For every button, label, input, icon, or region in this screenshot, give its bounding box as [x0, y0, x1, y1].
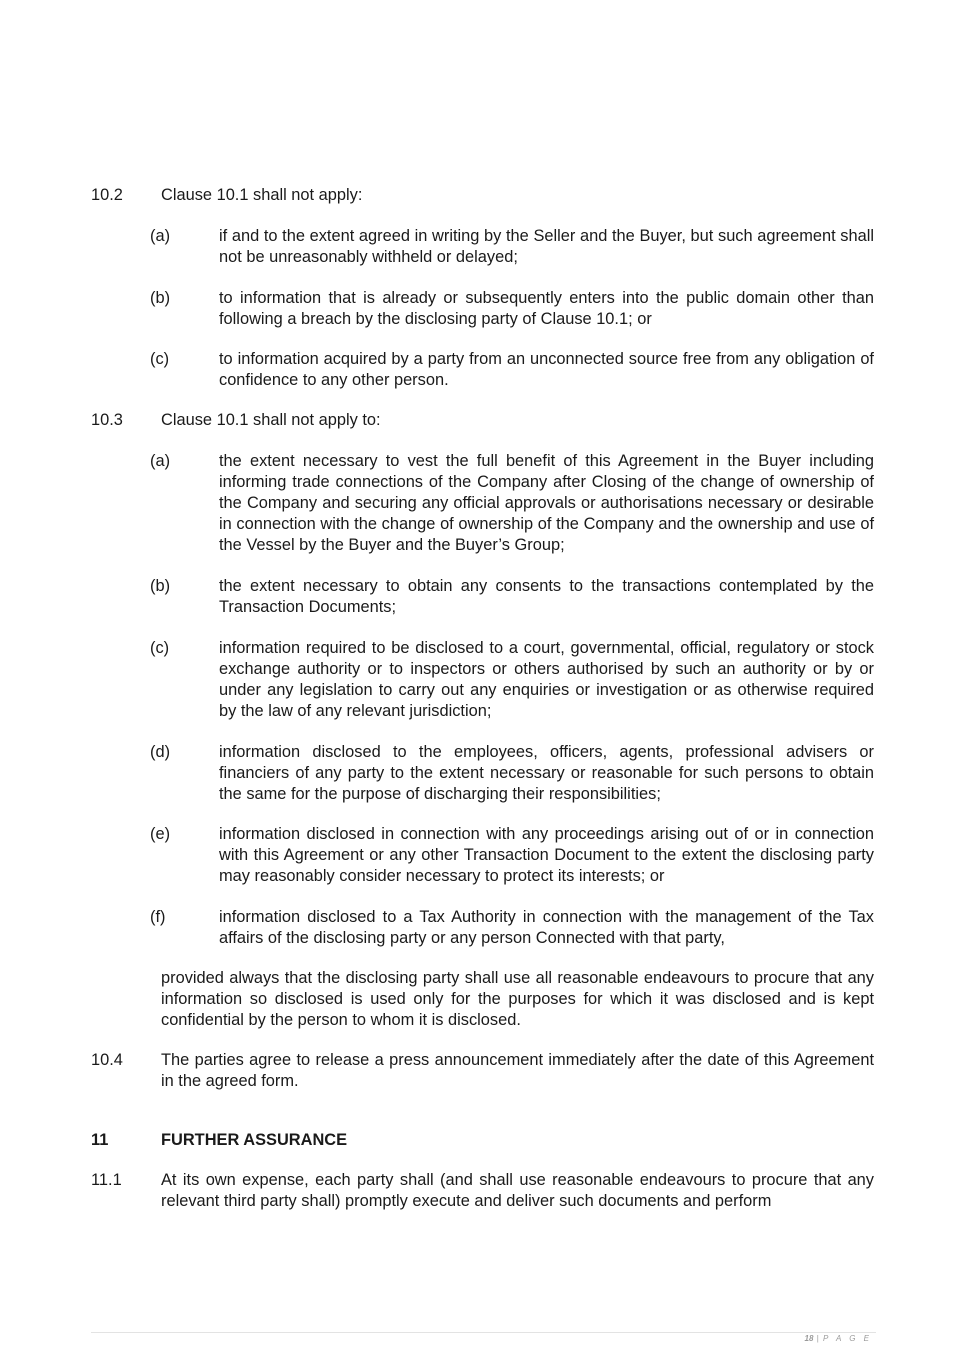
clause-number: 10.3	[91, 411, 123, 429]
clause-10-3-item-d	[150, 742, 874, 805]
clause-10-2	[91, 185, 874, 206]
item-label: (b)	[150, 289, 171, 307]
item-label: (c)	[150, 639, 170, 657]
clause-10-3-item-f	[150, 907, 874, 949]
clause-number: 10.4	[91, 1051, 123, 1069]
clause-10-2-item-a	[150, 226, 874, 268]
clause-text: The parties agree to release a press announcement immediately after the date of this Agreement in the agreed form.	[161, 1051, 874, 1090]
page-word: P A G E	[822, 1334, 872, 1343]
item-text: information disclosed to the employees, officers, agents, professional advisers or financiers of any party to the extent necessary or reasonable for such persons to obtain the same for the purpose of discharging their responsibilities;	[219, 743, 874, 803]
item-text: information required to be disclosed to a court, governmental, official, regulatory or stock exchange authority or to inspectors or others authorised by such an authority or by or under any legislation to carry out any enquiries or investigation or as otherwise required by the law of any relevant jurisdiction;	[219, 639, 874, 720]
clause-10-2-item-c	[150, 349, 874, 391]
clause-10-3-proviso: provided always that the disclosing party shall use all reasonable endeavours to procure that any information so disclosed is used only for the purposes for which it was disclosed and is kept confidential by the person to whom it is disclosed.	[161, 969, 874, 1029]
page-footer	[805, 1334, 872, 1344]
clause-text: Clause 10.1 shall not apply:	[161, 186, 363, 204]
clause-10-2-item-b	[150, 288, 874, 330]
clause-10-3	[91, 410, 874, 431]
item-label: (d)	[150, 743, 171, 761]
clause-text: Clause 10.1 shall not apply to:	[161, 411, 381, 429]
item-text: the extent necessary to obtain any consents to the transactions contemplated by the Transaction Documents;	[219, 577, 874, 616]
item-text: if and to the extent agreed in writing by the Seller and the Buyer, but such agreement shall not be unreasonably withheld or delayed;	[219, 227, 874, 266]
clause-10-3-item-c	[150, 638, 874, 722]
clause-number: 11.1	[91, 1171, 122, 1189]
clause-10-3-item-e	[150, 824, 874, 887]
footer-separator: |	[816, 1334, 820, 1343]
item-text: information disclosed in connection with any proceedings arising out of or in connection with this Agreement or any other Transaction Document to the extent the disclosing party may reasonably consider necessary to protect its interests; or	[219, 825, 874, 885]
clause-11-1	[91, 1170, 874, 1212]
item-label: (a)	[150, 452, 171, 470]
item-label: (c)	[150, 350, 170, 368]
item-label: (f)	[150, 908, 166, 926]
clause-10-3-item-b	[150, 576, 874, 618]
item-text: to information acquired by a party from an unconnected source free from any obligation of confidence to any other person.	[219, 350, 874, 389]
item-label: (b)	[150, 577, 171, 595]
clause-10-3-item-a	[150, 451, 874, 556]
item-text: the extent necessary to vest the full benefit of this Agreement in the Buyer including informing trade connections of the Company after Closing of the change of ownership of the Company and securing any official approvals or authorisations necessary or desirable in connection with the change of ownership of the Company and the ownership and use of the Vessel by the Buyer and the Buyer’s Group;	[219, 452, 874, 554]
clause-number: 10.2	[91, 186, 123, 204]
clause-10-4	[91, 1050, 874, 1092]
section-title: FURTHER ASSURANCE	[161, 1131, 348, 1149]
item-text: to information that is already or subsequently enters into the public domain other than following a breach by the disclosing party of Clause 10.1; or	[219, 289, 874, 328]
clause-text: At its own expense, each party shall (and shall use reasonable endeavours to procure that any relevant third party shall) promptly execute and deliver such documents and perform	[161, 1171, 874, 1210]
page-number: 18	[804, 1334, 814, 1343]
item-text: information disclosed to a Tax Authority in connection with the management of the Tax affairs of the disclosing party or any person Connected with that party,	[219, 908, 874, 947]
item-label: (a)	[150, 227, 171, 245]
section-heading-11	[91, 1130, 874, 1151]
footer-divider	[91, 1332, 876, 1333]
item-label: (e)	[150, 825, 171, 843]
section-number: 11	[91, 1131, 109, 1149]
